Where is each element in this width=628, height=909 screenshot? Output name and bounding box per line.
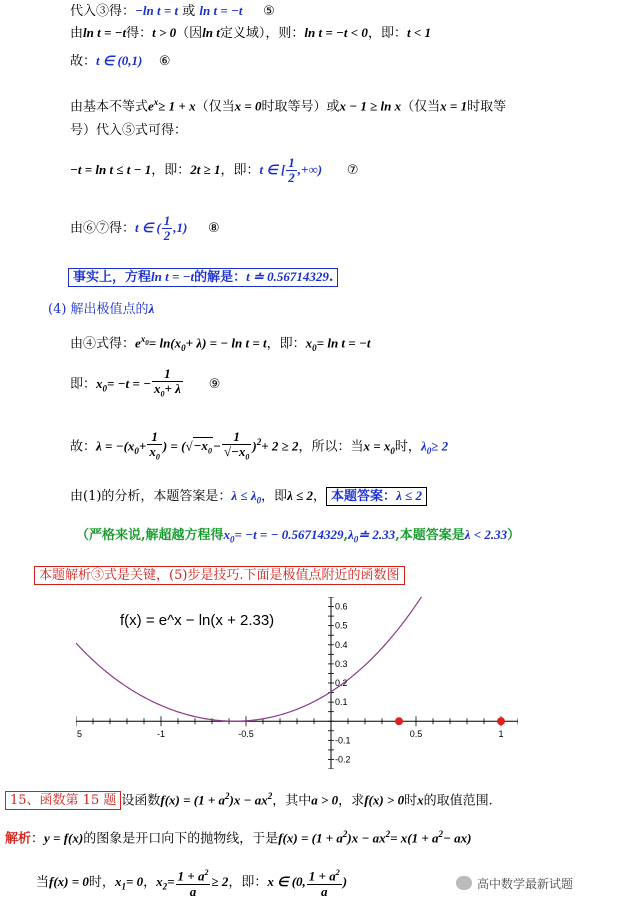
y-tick-label: -0.1 bbox=[335, 735, 351, 746]
roots-line: 当f(x) = 0时，$x_1= 0$，$x_2=$ $\frac{1 + a^2}{a}$ ≥ 2，即：x ∈ (0, $\frac{1 + a^2}{a}$ ) bbox=[36, 868, 348, 899]
line-t-range: 故：t ∈ (0,1) ⑥ bbox=[70, 53, 171, 69]
question-15: 15、函数第 15 题 设函数$f(x) = (1 + a^2)x - ax^2$，其中a > 0，求f(x) > 0时x的取值范围. bbox=[5, 787, 493, 810]
answer-box: 本题答案：λ ≤ 2 bbox=[326, 487, 427, 506]
fraction-x2: $\frac{1 + a^2}{a}$ bbox=[177, 868, 209, 899]
y-tick-label: 0.3 bbox=[335, 658, 348, 669]
line-lambda: 故：$\lambda = -(x_0+$ $\frac{1}{x_0}$ ) = ($√-x_0-$ $\frac{1}{√-x_0}$ )$^2$+ 2 ≥ 2，所以：当$x = x_0$时，$\lambda_0\ge 2$ bbox=[70, 420, 448, 474]
wechat-icon bbox=[456, 876, 472, 890]
x-tick-label: 1 bbox=[498, 729, 504, 740]
x-left-edge-label: 5 bbox=[77, 729, 83, 740]
line-substitute-5: 号）代入⑤式可得： bbox=[70, 123, 188, 138]
x-tick-label: -1 bbox=[156, 729, 166, 740]
y-tick-label: 0.2 bbox=[335, 678, 348, 688]
line-inequality-7: −t = ln t ≤ t − 1，即：2t ≥ 1，即：t ∈ [ $\frac{1}{2}$ ,+∞) ⑦ bbox=[70, 155, 359, 185]
y-tick-label: 0.4 bbox=[335, 639, 348, 650]
line-9: 即：$x_0= -t$ = − $\frac{1}{x_0+ \lambda}$ ⑨ bbox=[70, 362, 220, 411]
line-strict-note: （严格来说,解超越方程得$x_0= -t$ = − $0.56714329,\lambda_0≐$ 2.33,本题答案是λ < 2.33） bbox=[76, 527, 521, 545]
fraction-half: $\frac{1}{2}$ bbox=[288, 155, 295, 185]
function-graph bbox=[76, 597, 518, 769]
line-domain: 由ln t = −t得：t > 0（因ln t定义域），则：ln t = −t < 0，即：t < 1 bbox=[70, 25, 431, 41]
line-answer: 由(1)的分析，本题答案是：$\lambda \le \lambda_0$，即λ ≤ 2， 本题答案：λ ≤ 2 bbox=[70, 487, 427, 510]
marked-point bbox=[497, 717, 505, 725]
fact-box: 事实上，方程ln t = −t的解是：t ≐ 0.56714329. bbox=[68, 268, 338, 287]
fraction-1-x0: $\frac{1}{x_0}$ bbox=[149, 428, 160, 462]
fraction-interval: $\frac{1 + a^2}{a}$ bbox=[308, 868, 340, 899]
fraction-9: $\frac{1}{x_0+ \lambda}$ bbox=[153, 366, 181, 399]
line-from-4: 由④式得：$e^{x_0}= \ln(x_0+ \lambda)$ = − ln t = t，即：$x_0= \ln t = -t$ bbox=[70, 334, 371, 353]
line-combine-8: 由⑥⑦得：t ∈ ( $\frac{1}{2}$ ,1) ⑧ bbox=[70, 213, 220, 243]
solution-line: 解析：y = f(x)的图象是开口向下的抛物线，于是$f(x) = (1 + a^2)x - ax^2= x(1 + a^2- ax)$ bbox=[5, 829, 472, 847]
y-tick-label: 0.6 bbox=[335, 601, 348, 612]
fraction-1-sqrt: $\frac{1}{√-x_0}$ bbox=[223, 428, 250, 462]
y-tick-label: 0.5 bbox=[335, 620, 348, 631]
watermark: 高中数学最新试题 bbox=[456, 872, 622, 894]
line-basic-inequality: 由基本不等式$e^x\ge 1 + x$（仅当x = 0时取等号）或x − 1 ≥ ln x（仅当x = 1时取等 bbox=[70, 97, 507, 115]
section-4-heading: (4) 解出极值点的λ bbox=[48, 301, 155, 317]
analysis-note: 本题解析③式是关键，(5)步是技巧.下面是极值点附近的函数图 bbox=[34, 567, 405, 585]
line-substitute-3: 代入③得：−ln t = t 或 ln t = −t ⑤ bbox=[70, 3, 275, 19]
fraction-half-2: $\frac{1}{2}$ bbox=[163, 213, 171, 243]
graph-title: f(x) = e^x − ln(x + 2.33) bbox=[120, 612, 275, 629]
x-tick-label: -0.5 bbox=[238, 729, 254, 740]
marked-point bbox=[395, 717, 403, 725]
y-tick-label: -0.2 bbox=[335, 754, 351, 765]
x-tick-label: 0.5 bbox=[409, 729, 423, 740]
y-tick-label: 0.1 bbox=[335, 697, 348, 708]
